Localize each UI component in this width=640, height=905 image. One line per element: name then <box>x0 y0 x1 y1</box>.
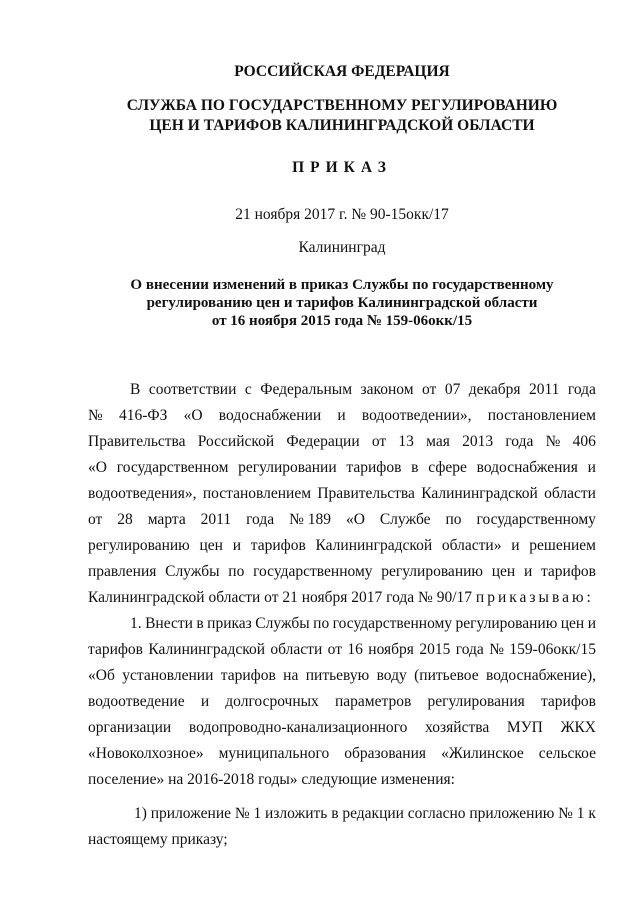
word: № 189 <box>289 511 331 528</box>
item1-line <box>130 614 596 634</box>
word: Калининградской <box>148 641 266 658</box>
preamble-line <box>88 406 596 426</box>
word: к <box>588 805 596 822</box>
word: 2011 <box>200 511 232 528</box>
word: Службе <box>379 511 431 528</box>
word: Калининградской <box>315 537 433 554</box>
word: от <box>422 381 437 398</box>
word: «Новоколхозное» <box>88 745 204 762</box>
org-heading-line2: ЦЕН И ТАРИФОВ КАЛИНИНГРАДСКОЙ ОБЛАСТИ <box>149 117 535 134</box>
word: цен <box>560 615 585 632</box>
subject-line2: регулированию цен и тарифов Калининградской области <box>146 295 538 311</box>
word: 2013 <box>462 433 494 450</box>
word: и <box>523 563 533 580</box>
doc-type-heading: ПРИКАЗ <box>292 159 392 176</box>
word: Федерации <box>286 433 360 450</box>
word: 1 <box>576 805 585 822</box>
word: «О <box>88 459 107 476</box>
word: в <box>331 805 339 822</box>
word: водоотведении», <box>361 407 472 424</box>
item1-last-line: поселение» на 2016-2018 годы» следующие изменения: <box>88 771 455 788</box>
word: 2011 <box>528 381 560 398</box>
word: приказ <box>207 615 252 632</box>
word: долгосрочных <box>225 693 319 710</box>
word: № <box>545 433 561 450</box>
word: «О <box>345 511 365 528</box>
word: регулированию <box>88 537 190 554</box>
word: законом <box>360 381 414 398</box>
word: и <box>232 537 242 554</box>
word: Правительства <box>88 433 186 450</box>
country-heading: РОССИЙСКАЯ ФЕДЕРАЦИЯ <box>234 63 450 80</box>
item1-line <box>88 666 596 686</box>
word: тарифов <box>540 693 596 710</box>
word: от <box>327 641 342 658</box>
word: муниципального <box>218 745 330 762</box>
word: с <box>244 381 252 398</box>
word: декабря <box>468 381 521 398</box>
word: правления <box>88 563 157 580</box>
word: ЖКХ <box>560 719 596 736</box>
word: № <box>234 805 250 822</box>
word: образования <box>344 745 427 762</box>
word: и <box>511 537 520 554</box>
date-number: 21 ноября 2017 г. № 90-15окк/17 <box>235 206 449 223</box>
word: «Жилинское <box>441 745 524 762</box>
word: параметров <box>335 693 412 710</box>
word: изложить <box>265 805 328 822</box>
word: по <box>313 615 330 632</box>
word: Российской <box>197 433 275 450</box>
word: марта <box>147 511 186 528</box>
word: Калининградской <box>421 485 538 502</box>
word: приложению <box>469 805 555 822</box>
word: по <box>445 511 462 528</box>
preamble-line <box>88 510 596 530</box>
item1-line <box>88 718 596 738</box>
word: области» <box>441 537 502 554</box>
word: Службы <box>165 563 220 580</box>
word: 16 <box>347 641 363 658</box>
word: Внести <box>145 615 193 632</box>
word: 406 <box>572 433 596 450</box>
word: области <box>270 641 323 658</box>
word: на <box>283 667 299 684</box>
word: от <box>88 511 103 528</box>
word: в <box>196 615 204 632</box>
word: и <box>200 693 210 710</box>
word: Правительства <box>317 485 415 502</box>
word: водопроводно-канализационного <box>188 719 408 736</box>
word: тарифов <box>88 641 143 658</box>
word: государственному <box>332 615 453 632</box>
word: Федеральным <box>260 381 353 398</box>
word: МУП <box>506 719 543 736</box>
org-heading-line1: СЛУЖБА ПО ГОСУДАРСТВЕННОМУ РЕГУЛИРОВАНИЮ <box>126 97 558 114</box>
word: питьевую <box>305 667 370 684</box>
word: и <box>337 407 346 424</box>
word: области <box>544 485 596 502</box>
preamble-line <box>88 432 596 452</box>
word: ноября <box>368 641 414 658</box>
subject-line1: О внесении изменений в приказ Службы по государственному <box>130 277 554 293</box>
word: хозяйства <box>425 719 490 736</box>
word: регулирования <box>427 693 525 710</box>
word: № <box>558 805 573 822</box>
word: и <box>587 459 596 476</box>
word: 07 <box>444 381 461 398</box>
word: регулированию <box>455 615 558 632</box>
word: тарифов <box>220 667 276 684</box>
word: тарифов <box>250 537 306 554</box>
word: решением <box>529 537 596 554</box>
word: водоотведения», <box>88 485 197 502</box>
word: года <box>505 433 534 450</box>
word: водоснабжение), <box>486 667 596 684</box>
word: 13 <box>398 433 414 450</box>
preamble-line <box>88 536 596 556</box>
word: организации <box>88 719 172 736</box>
word: года <box>567 381 596 398</box>
word: 28 <box>117 511 133 528</box>
prikazyvayu-word: приказываю: <box>475 589 594 606</box>
word: регулировании <box>238 459 337 476</box>
word: мая <box>426 433 450 450</box>
word: постановлением <box>202 485 312 502</box>
word: 2015 <box>419 641 451 658</box>
word: по <box>228 563 245 580</box>
word: от <box>371 433 387 450</box>
word: водоснабжении <box>218 407 322 424</box>
word: государственном <box>116 459 229 476</box>
word: водоснабжения <box>476 459 578 476</box>
word: государственному <box>253 563 373 580</box>
word: тарифов <box>540 563 596 580</box>
preamble-line <box>88 562 596 582</box>
word: водоотведение <box>88 693 185 710</box>
word: и <box>587 615 596 632</box>
word: тарифов <box>346 459 402 476</box>
word: Службы <box>255 615 310 632</box>
word: соответствии <box>148 381 237 398</box>
word: сфере <box>428 459 467 476</box>
word: № <box>489 641 505 658</box>
word: года <box>246 511 275 528</box>
preamble-line <box>88 484 596 504</box>
word: 1. <box>130 615 142 632</box>
preamble-line <box>130 380 596 400</box>
subitem1-last-line: настоящему приказу; <box>88 831 228 848</box>
word: регулированию <box>381 563 483 580</box>
word: редакции <box>342 805 404 822</box>
word: воду <box>376 667 407 684</box>
word: 416-ФЗ <box>119 407 168 424</box>
word: цен <box>199 537 223 554</box>
word: (питьевое <box>414 667 479 684</box>
word: цен <box>491 563 516 580</box>
subitem1-line <box>134 804 596 824</box>
word: года <box>455 641 484 658</box>
preamble-line <box>88 458 596 478</box>
city: Калининград <box>298 239 386 256</box>
preamble-last-line <box>88 588 594 608</box>
word: «Об <box>88 667 115 684</box>
word: В <box>130 381 141 398</box>
item1-line <box>88 744 596 764</box>
word: государственному <box>476 511 596 528</box>
word: в <box>411 459 419 476</box>
preamble-last-text: Калининградской области от 21 ноября 2017 года № 90/17 <box>88 589 473 606</box>
word: 159-06окк/15 <box>509 641 596 658</box>
word: согласно <box>407 805 466 822</box>
item1-line <box>88 640 596 660</box>
word: 1 <box>253 805 262 822</box>
item1-line <box>88 692 596 712</box>
word: сельское <box>538 745 596 762</box>
word: 1) <box>134 805 147 822</box>
word: постановлением <box>487 407 596 424</box>
word: приложение <box>150 805 232 822</box>
word: № <box>88 407 103 424</box>
subject-line3: от 16 ноября 2015 года № 159-06окк/15 <box>211 313 473 329</box>
word: установлении <box>122 667 214 684</box>
word: «О <box>183 407 203 424</box>
